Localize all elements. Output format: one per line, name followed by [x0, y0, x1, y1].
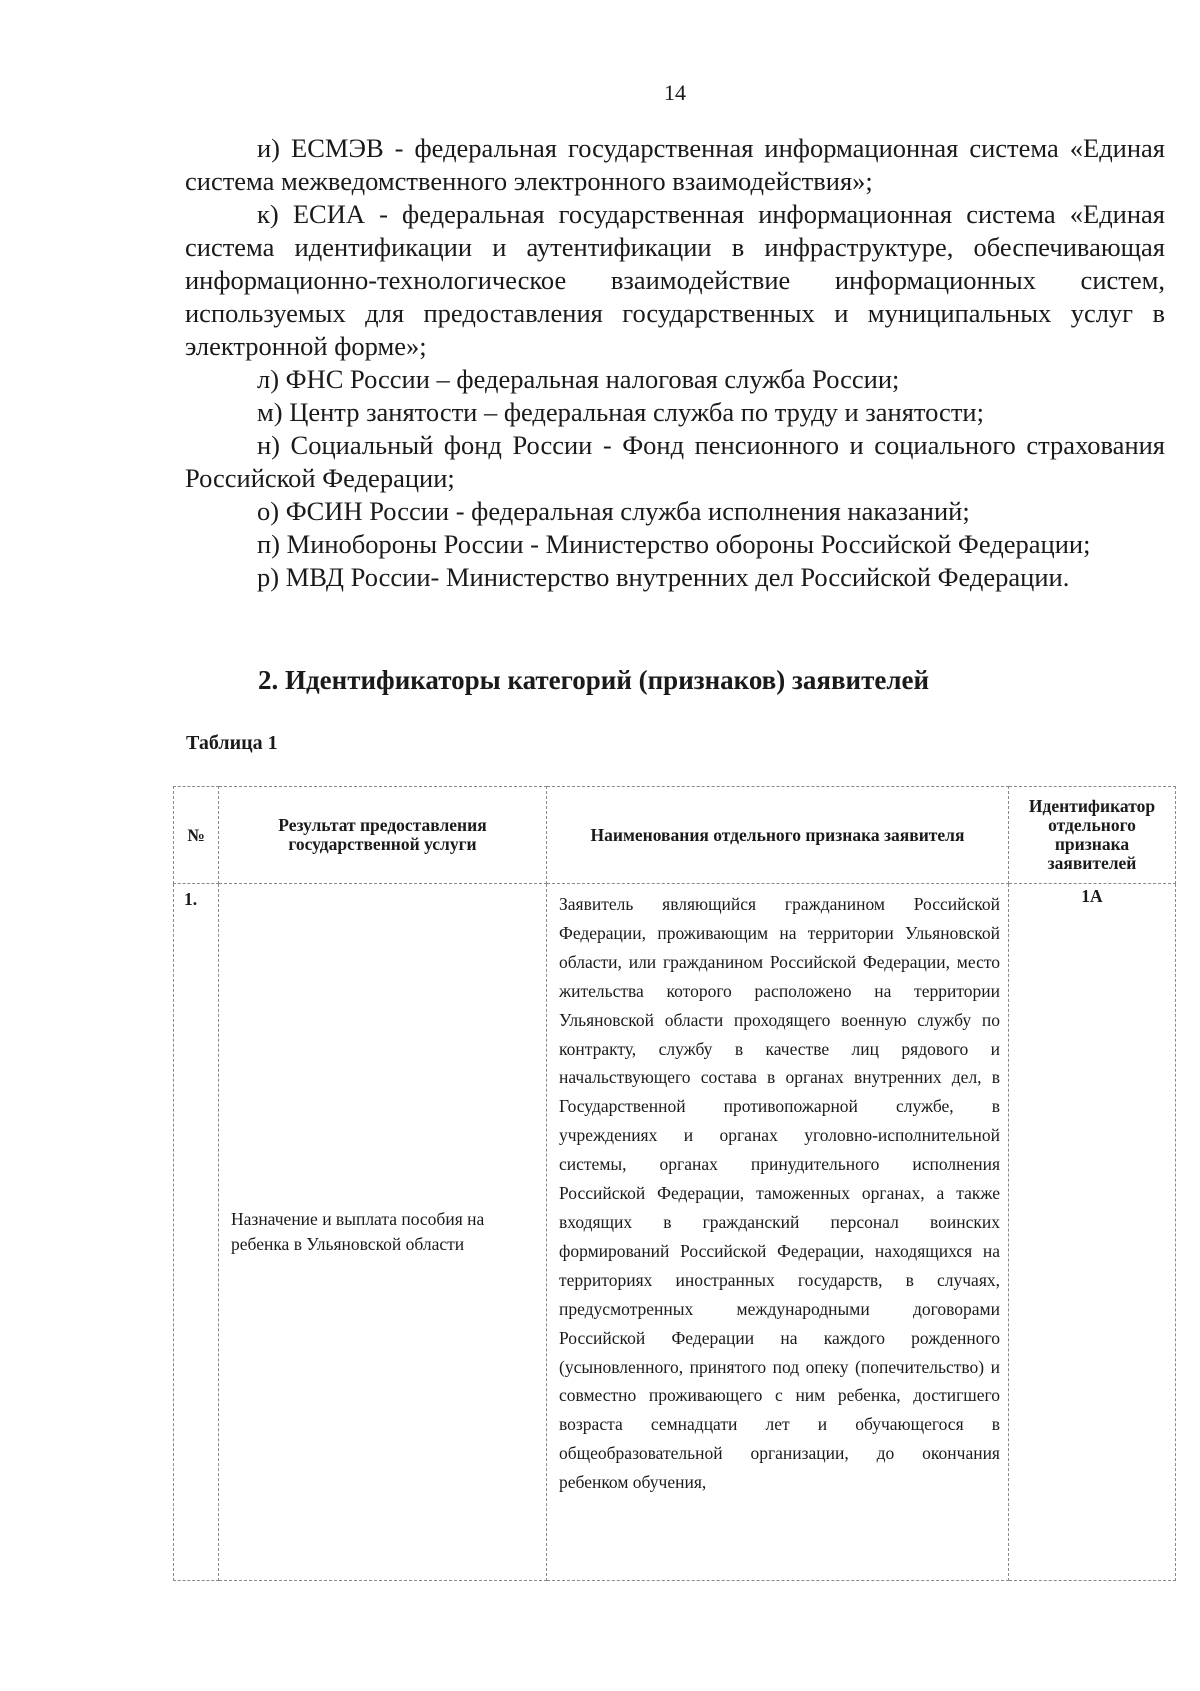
- row-applicant-attribute-cell: [547, 884, 1009, 1581]
- page-number: 14: [664, 80, 686, 105]
- definition-item: п) Минобороны России - Министерство обороны Российской Федерации;: [257, 529, 1091, 559]
- definition-item: о) ФСИН России - федеральная служба исполнения наказаний;: [257, 496, 970, 526]
- definitions-list: [185, 132, 1165, 594]
- section-title: 2. Идентификаторы категорий (признаков) заявителей: [258, 665, 930, 695]
- row-number: 1.: [174, 884, 219, 1581]
- row-applicant-attribute: Заявитель являющийся гражданином Российской Федерации, проживающим на территории Ульяновской области, или гражданином Российской Федерации, место жительства которого расположено на территории Ульяновской области проходящего военную службу по контракту, службу в качестве лиц рядового и начальствующего состава в органах внутренних дел, в Государственной противопожарной службе, в учреждениях и органах уголовно-исполнительной системы, органах принудительного исполнения Российской Федерации, таможенных органах, а также входящих в гражданский персонал воинских формирований Российской Федерации, находящихся на территориях иностранных государств, в случаях, предусмотренных международными договорами Российской Федерации на каждого рожденного (усыновленного, принятого под опеку (попечительство) и совместно проживающего с ним ребенка, достигшего возраста семнадцати лет и обучающегося в общеобразовательной организации, до окончания ребенком обучения,: [559, 894, 1000, 1493]
- applicant-categories-table: [173, 786, 1176, 1581]
- definition-item: к) ЕСИА - федеральная государственная информационная система «Единая система идентификации и аутентификации в инфраструктуре, обеспечивающая информационно-технологическое взаимодействие информационных систем, используемых для предоставления государственных и муниципальных услуг в электронной форме»;: [185, 199, 1165, 361]
- definition-item: м) Центр занятости – федеральная служба по труду и занятости;: [257, 397, 984, 427]
- definition-item: н) Социальный фонд России - Фонд пенсионного и социального страхования Российской Федерации;: [185, 430, 1165, 493]
- header-applicant-attribute: Наименования отдельного признака заявителя: [547, 787, 1009, 884]
- header-number: №: [174, 787, 219, 884]
- row-attribute-identifier: 1А: [1009, 884, 1176, 1581]
- definition-item: р) МВД России- Министерство внутренних дел Российской Федерации.: [257, 562, 1070, 592]
- table-row: [174, 884, 1176, 1581]
- header-service-result: Результат предоставления государственной услуги: [219, 787, 547, 884]
- table-caption: Таблица 1: [186, 732, 278, 754]
- row-service-result: Назначение и выплата пособия на ребенка в Ульяновской области: [219, 884, 547, 1581]
- table-header-row: [174, 787, 1176, 884]
- definition-item: л) ФНС России – федеральная налоговая служба России;: [257, 364, 900, 394]
- definition-item: и) ЕСМЭВ - федеральная государственная информационная система «Единая система межведомственного электронного взаимодействия»;: [185, 133, 1165, 196]
- header-attribute-identifier: Идентификатор отдельного признака заявителей: [1009, 787, 1176, 884]
